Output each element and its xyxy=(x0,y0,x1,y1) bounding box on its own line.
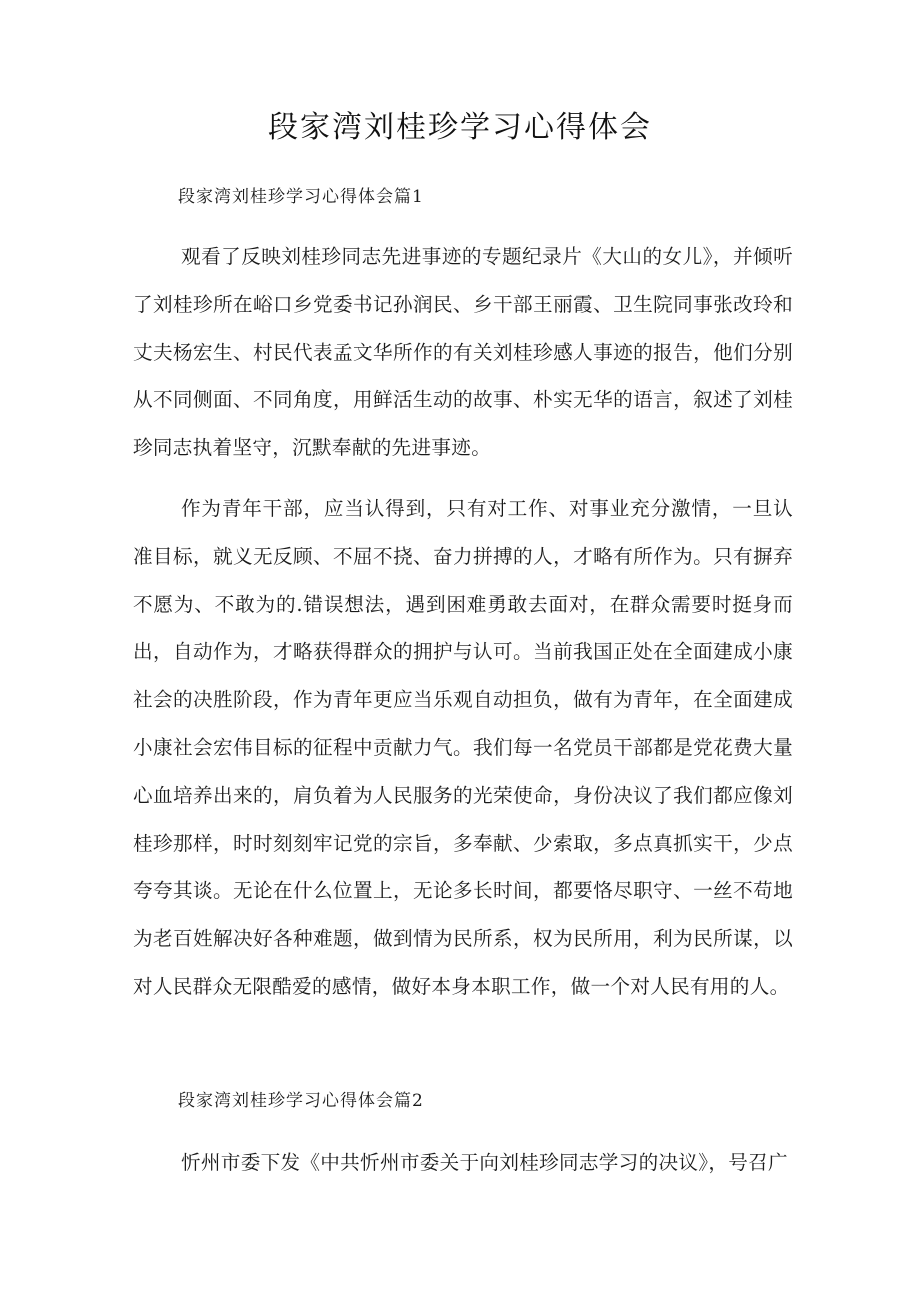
section-1-paragraph-2: 作为青年干部，应当认得到，只有对工作、对事业充分激情，一旦认准目标，就义无反顾、不屈不挠、奋力拼搏的人，才略有所作为。只有摒弃不愿为、不敢为的.错误想法，遇到困难勇敢去面对，在群众需要时挺身而出，自动作为，才略获得群众的拥护与认可。当前我国正处在全面建成小康社会的决胜阶段，作为青年更应当乐观自动担负，做有为青年，在全面建成小康社会宏伟目标的征程中贡献力气。我们每一名党员干部都是党花费大量心血培养出来的，肩负着为人民服务的光荣使命，身份决议了我们都应像刘桂珍那样，时时刻刻牢记党的宗旨，多奉献、少索取，多点真抓实干，少点夸夸其谈。无论在什么位置上，无论多长时间，都要恪尽职守、一丝不苟地为老百姓解决好各种难题，做到情为民所系，权为民所用，利为民所谋，以对人民群众无限酷爱的感情，做好本身本职工作，做一个对人民有用的人。 xyxy=(133,497,793,998)
document-title: 段家湾刘桂珍学习心得体会 xyxy=(268,110,652,145)
section-1-paragraph-1: 观看了反映刘桂珍同志先进事迹的专题纪录片《大山的女儿》，并倾听了刘桂珍所在峪口乡党委书记孙润民、乡干部王丽霞、卫生院同事张改玲和丈夫杨宏生、村民代表孟文华所作的有关刘桂珍感人事迹的报告，他们分别从不同侧面、不同角度，用鲜活生动的故事、朴实无华的语言，叙述了刘桂珍同志执着坚守，沉默奉献的先进事迹。 xyxy=(133,245,793,460)
section-heading-2: 段家湾刘桂珍学习心得体会篇2 xyxy=(178,1091,424,1111)
section-2-paragraph-1: 忻州市委下发《中共忻州市委关于向刘桂珍同志学习的决议》，号召广 xyxy=(181,1151,788,1174)
section-heading-1: 段家湾刘桂珍学习心得体会篇1 xyxy=(178,187,424,207)
